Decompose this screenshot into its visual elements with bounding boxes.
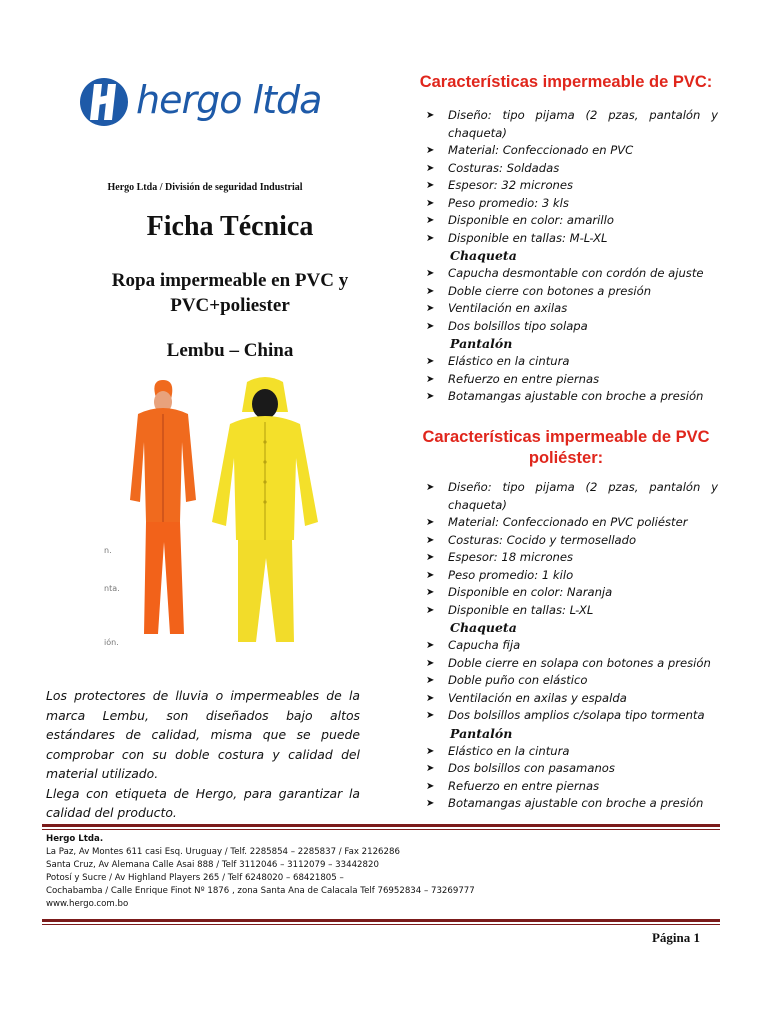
arrow-bullet-icon: ➤ xyxy=(426,798,435,809)
list-item: ➤ Elástico en la cintura xyxy=(420,353,718,371)
list-item: ➤ Refuerzo en entre piernas xyxy=(420,371,718,389)
product-description xyxy=(46,686,360,823)
arrow-bullet-icon: ➤ xyxy=(426,780,435,792)
arrow-bullet-icon: ➤ xyxy=(426,232,435,244)
footer-address-potosi: Potosí y Sucre / Av Highland Players 265 / Telf 6248020 – 68421805 – xyxy=(46,873,344,883)
section-pvc-title: Características impermeable de PVC: xyxy=(419,73,713,91)
raincoat-illustration xyxy=(100,372,330,657)
arrow-bullet-icon: ➤ xyxy=(426,303,435,314)
arrow-bullet-icon: ➤ xyxy=(426,604,435,616)
pants-heading: Pantalón xyxy=(450,336,513,351)
arrow-bullet-icon: ➤ xyxy=(426,587,435,598)
arrow-bullet-icon: ➤ xyxy=(426,692,435,704)
photo-caption-2: nta. xyxy=(104,584,120,593)
orange-raincoat-figure xyxy=(130,380,196,634)
list-item: ➤ Dos bolsillos tipo solapa xyxy=(420,318,718,336)
footer-bottom-rule xyxy=(42,919,720,922)
arrow-bullet-icon: ➤ xyxy=(426,569,435,581)
list-item: chaqueta) xyxy=(448,497,507,512)
list-item: ➤ Espesor: 32 micrones xyxy=(420,177,718,195)
arrow-bullet-icon: ➤ xyxy=(426,285,435,297)
list-item: chaqueta) xyxy=(448,125,507,140)
arrow-bullet-icon: ➤ xyxy=(426,745,435,757)
list-item: ➤ Diseño: tipo pijama (2 pzas, pantalón y xyxy=(420,107,718,125)
list-item: ➤ Peso promedio: 1 kilo xyxy=(420,567,718,585)
description-paragraph-1: Los protectores de lluvia o impermeables de la marca Lembu, son diseñados bajo altos estándares de calidad, misma que se puede comprobar con su doble costura y calidad del material utilizado. xyxy=(46,688,360,781)
subtitle-line-1: Ropa impermeable en PVC y xyxy=(111,270,349,291)
list-item: ➤ Elástico en la cintura xyxy=(420,743,718,761)
arrow-bullet-icon: ➤ xyxy=(426,675,435,686)
list-item: ➤ Costuras: Cocido y termosellado xyxy=(420,532,718,550)
list-item: ➤ Diseño: tipo pijama (2 pzas, pantalón y xyxy=(420,479,718,497)
footer-top-rule xyxy=(42,824,720,827)
list-item: ➤ Doble cierre con botones a presión xyxy=(420,283,718,301)
hergo-logo-mark-icon xyxy=(80,78,128,126)
yellow-raincoat-figure xyxy=(212,377,318,642)
list-item: ➤ Ventilación en axilas xyxy=(420,300,718,318)
list-item: ➤ Costuras: Soldadas xyxy=(420,160,718,178)
section2-title-line-2: poliéster: xyxy=(528,449,604,467)
list-item: ➤ Material: Confeccionado en PVC xyxy=(420,142,718,160)
section-pvc-polyester-features xyxy=(420,479,718,813)
arrow-bullet-icon: ➤ xyxy=(426,640,435,651)
jacket-heading: Chaqueta xyxy=(450,248,517,263)
list-item: ➤ Capucha fija xyxy=(420,637,718,655)
arrow-bullet-icon: ➤ xyxy=(426,197,435,209)
list-item: ➤ Doble puño con elástico xyxy=(420,672,718,690)
brand-origin: Lembu – China xyxy=(166,340,294,361)
list-item: ➤ Doble cierre en solapa con botones a presión xyxy=(420,655,718,673)
pants-heading: Pantalón xyxy=(450,725,513,741)
description-paragraph-2: Llega con etiqueta de Hergo, para garantizar la calidad del producto. xyxy=(46,785,360,820)
list-item: ➤ Dos bolsillos amplios c/solapa tipo tormenta xyxy=(420,707,718,725)
arrow-bullet-icon: ➤ xyxy=(426,657,435,669)
page-number: Página 1 xyxy=(651,930,700,945)
footer-company: Hergo Ltda. xyxy=(46,834,104,844)
arrow-bullet-icon: ➤ xyxy=(426,110,435,121)
arrow-bullet-icon: ➤ xyxy=(426,517,435,528)
list-item: ➤ Disponible en tallas: L-XL xyxy=(420,602,718,620)
list-item: ➤ Peso promedio: 3 kls xyxy=(420,195,718,213)
division-label: Hergo Ltda / División de seguridad Industrial xyxy=(107,182,303,193)
list-item: ➤ Botamangas ajustable con broche a presión xyxy=(420,795,718,813)
list-item: ➤ Disponible en tallas: M-L-XL xyxy=(420,230,718,248)
arrow-bullet-icon: ➤ xyxy=(426,162,435,174)
footer-top-rule-thin xyxy=(42,829,720,830)
arrow-bullet-icon: ➤ xyxy=(426,552,435,563)
arrow-bullet-icon: ➤ xyxy=(426,145,435,156)
arrow-bullet-icon: ➤ xyxy=(426,320,435,332)
photo-caption-1: n. xyxy=(104,546,112,555)
arrow-bullet-icon: ➤ xyxy=(426,268,435,279)
footer-address-santacruz: Santa Cruz, Av Alemana Calle Asai 888 / Telf 3112046 – 3112079 – 33442820 xyxy=(46,860,379,870)
list-item: ➤ Material: Confeccionado en PVC poliéster xyxy=(420,514,718,532)
document-title: Ficha Técnica xyxy=(146,211,314,242)
subtitle-line-2: PVC+poliester xyxy=(170,295,290,316)
arrow-bullet-icon: ➤ xyxy=(426,710,435,721)
list-item: ➤ Capucha desmontable con cordón de ajuste xyxy=(420,265,718,283)
arrow-bullet-icon: ➤ xyxy=(426,391,435,402)
section-pvc-polyester-title xyxy=(396,427,736,469)
arrow-bullet-icon: ➤ xyxy=(426,356,435,367)
list-item: ➤ Refuerzo en entre piernas xyxy=(420,778,718,796)
list-item: ➤ Disponible en color: Naranja xyxy=(420,584,718,602)
list-item: ➤ Disponible en color: amarillo xyxy=(420,212,718,230)
footer-contact-block xyxy=(46,833,726,911)
product-subtitle xyxy=(40,268,420,318)
arrow-bullet-icon: ➤ xyxy=(426,534,435,546)
footer-bottom-rule-thin xyxy=(42,924,720,925)
section2-title-line-1: Características impermeable de PVC xyxy=(422,428,710,446)
footer-address-cochabamba: Cochabamba / Calle Enrique Finot Nº 1876 , zona Santa Ana de Calacala Telf 76952834 – 73269777 xyxy=(46,886,475,896)
section-pvc-features xyxy=(420,107,718,406)
logo-text: hergo ltda xyxy=(136,78,322,122)
footer-address-lapaz: La Paz, Av Montes 611 casi Esq. Uruguay / Telf. 2285854 – 2285837 / Fax 2126286 xyxy=(46,847,400,857)
arrow-bullet-icon: ➤ xyxy=(426,215,435,226)
list-item: ➤ Botamangas ajustable con broche a presión xyxy=(420,388,718,406)
list-item: ➤ Dos bolsillos con pasamanos xyxy=(420,760,718,778)
arrow-bullet-icon: ➤ xyxy=(426,482,435,493)
list-item: ➤ Espesor: 18 micrones xyxy=(420,549,718,567)
arrow-bullet-icon: ➤ xyxy=(426,373,435,385)
jacket-heading: Chaqueta xyxy=(450,620,517,635)
list-item: ➤ Ventilación en axilas y espalda xyxy=(420,690,718,708)
arrow-bullet-icon: ➤ xyxy=(426,763,435,774)
photo-caption-3: ión. xyxy=(104,638,119,647)
product-photo xyxy=(100,372,330,657)
footer-website-link[interactable]: www.hergo.com.bo xyxy=(46,899,129,909)
arrow-bullet-icon: ➤ xyxy=(426,180,435,191)
